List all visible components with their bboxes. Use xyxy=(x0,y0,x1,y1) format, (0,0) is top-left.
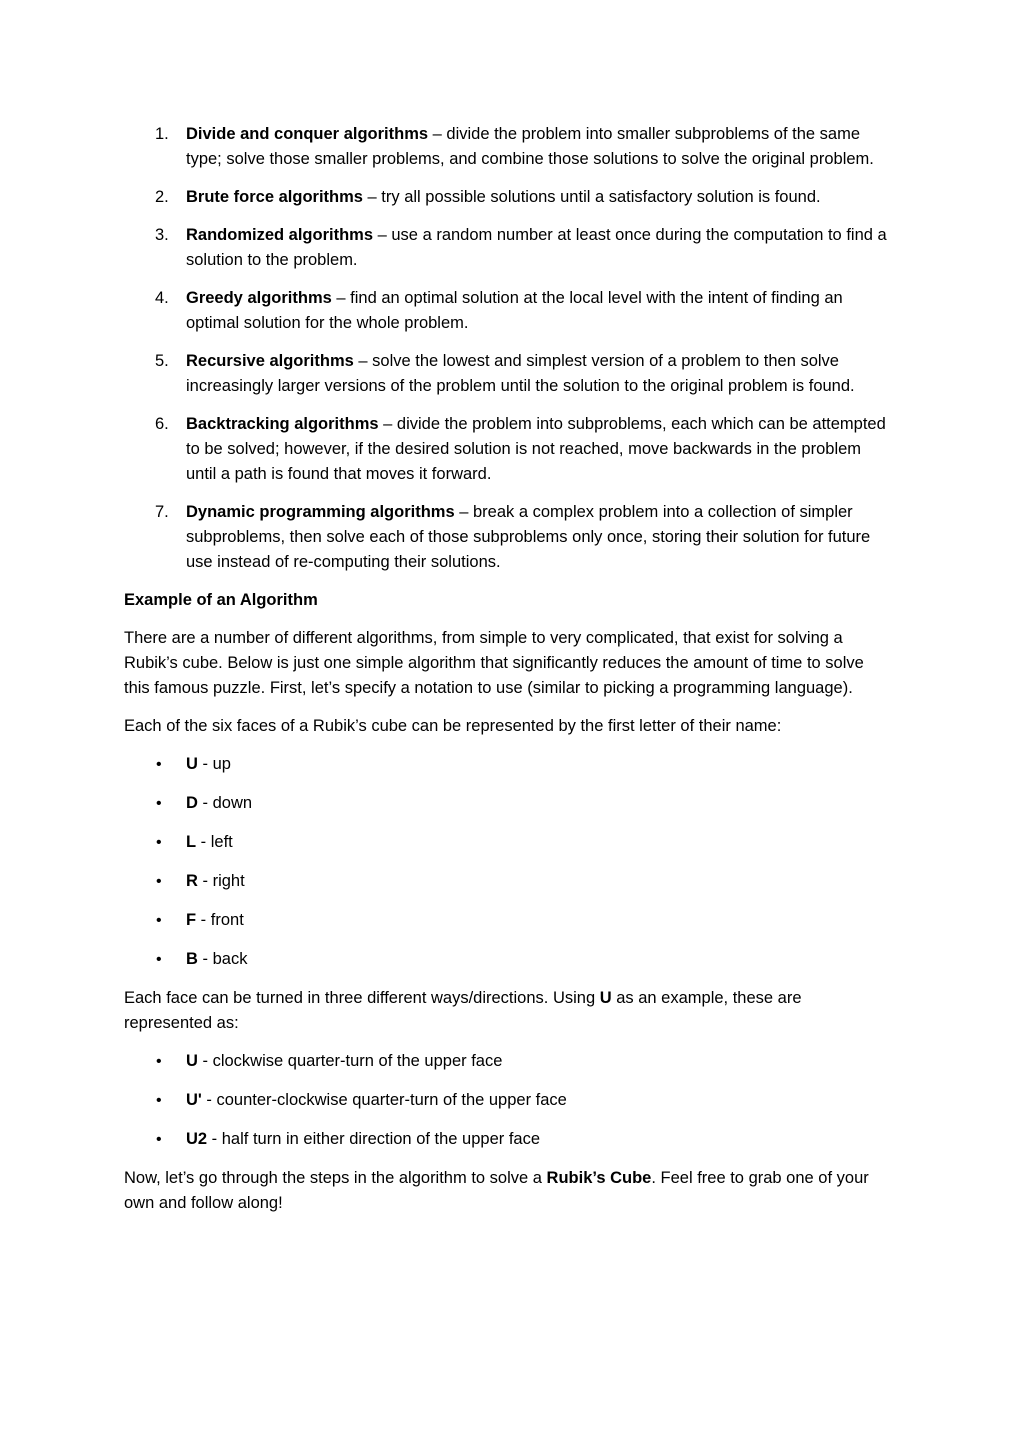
bullet-icon: • xyxy=(156,912,162,929)
closing-text-end: . Feel free to grab one of your own and follow along! xyxy=(124,1169,869,1212)
list-item xyxy=(124,947,894,972)
face-letter: R xyxy=(186,872,198,890)
face-letter: U xyxy=(186,755,198,773)
face-letter: D xyxy=(186,794,198,812)
turn-notation: U' xyxy=(186,1091,202,1109)
turn-description: - counter-clockwise quarter-turn of the upper face xyxy=(201,1091,567,1109)
list-number: 2. xyxy=(155,188,169,206)
intro-paragraph: There are a number of different algorithms, from simple to very complicated, that exist for solving a Rubik’s cube. Below is just one simple algorithm that significantly reduces the amount of time to solve this famous puzzle. First, let’s specify a notation to use (similar to picking a programming language). xyxy=(124,629,864,697)
turns-intro-text: Each face can be turned in three different ways/directions. Using xyxy=(124,989,600,1007)
list-item xyxy=(124,349,894,399)
list-item xyxy=(124,1088,894,1113)
list-item xyxy=(124,908,894,933)
list-item xyxy=(124,752,894,777)
turns-intro-bold: U xyxy=(599,989,612,1007)
list-number: 1. xyxy=(155,125,169,143)
document-page xyxy=(124,122,894,1229)
turns-intro-paragraph xyxy=(124,986,894,1036)
algorithm-term: Greedy algorithms xyxy=(186,289,332,307)
algorithm-description: – solve the lowest and simplest version of a problem to then solve increasingly larger versions of the problem until the solution to the original problem is found. xyxy=(186,352,855,395)
face-description: - front xyxy=(196,911,244,929)
bullet-icon: • xyxy=(156,756,162,773)
algorithm-types-list xyxy=(124,122,894,575)
face-description: - down xyxy=(197,794,253,812)
turn-description: - half turn in either direction of the upper face xyxy=(207,1130,541,1148)
list-item xyxy=(124,223,894,273)
section-heading: Example of an Algorithm xyxy=(124,591,318,609)
face-letter: F xyxy=(186,911,197,929)
bullet-icon: • xyxy=(156,1131,162,1148)
list-number: 7. xyxy=(155,503,169,521)
algorithm-description: – use a random number at least once during the computation to find a solution to the problem. xyxy=(186,226,887,269)
algorithm-description: – try all possible solutions until a satisfactory solution is found. xyxy=(362,188,821,206)
face-letter: L xyxy=(186,833,197,851)
turn-notation: U2 xyxy=(186,1130,208,1148)
algorithm-term: Randomized algorithms xyxy=(186,226,374,244)
closing-text: Now, let’s go through the steps in the algorithm to solve a xyxy=(124,1169,547,1187)
face-description: - up xyxy=(197,755,231,773)
list-number: 5. xyxy=(155,352,169,370)
closing-paragraph xyxy=(124,1166,894,1216)
list-number: 4. xyxy=(155,289,169,307)
turn-description: - clockwise quarter-turn of the upper face xyxy=(197,1052,503,1070)
list-item xyxy=(124,1049,894,1074)
bullet-icon: • xyxy=(156,951,162,968)
bullet-icon: • xyxy=(156,795,162,812)
algorithm-term: Backtracking algorithms xyxy=(186,415,379,433)
algorithm-term: Recursive algorithms xyxy=(186,352,354,370)
list-item xyxy=(124,830,894,855)
face-description: - right xyxy=(197,872,245,890)
list-item xyxy=(124,500,894,575)
bullet-icon: • xyxy=(156,1053,162,1070)
list-number: 6. xyxy=(155,415,169,433)
algorithm-description: – divide the problem into smaller subproblems of the same type; solve those smaller problems, and combine those solutions to solve the original problem. xyxy=(186,125,874,168)
faces-intro-paragraph: Each of the six faces of a Rubik’s cube can be represented by the first letter of their name: xyxy=(124,717,782,735)
list-item xyxy=(124,791,894,816)
list-item xyxy=(124,869,894,894)
closing-bold: Rubik’s Cube xyxy=(546,1169,652,1187)
faces-list xyxy=(124,752,894,972)
list-item xyxy=(124,1127,894,1152)
turns-intro-text-end: as an example, these are represented as: xyxy=(124,989,802,1032)
bullet-icon: • xyxy=(156,834,162,851)
list-item xyxy=(124,286,894,336)
bullet-icon: • xyxy=(156,873,162,890)
list-number: 3. xyxy=(155,226,169,244)
algorithm-term: Brute force algorithms xyxy=(186,188,363,206)
turns-list xyxy=(124,1049,894,1152)
face-description: - left xyxy=(196,833,233,851)
algorithm-description: – divide the problem into subproblems, each which can be attempted to be solved; however, if the desired solution is not reached, move backwards in the problem until a path is found that moves it forward. xyxy=(186,415,886,483)
list-item xyxy=(124,122,894,172)
list-item xyxy=(124,185,894,210)
algorithm-term: Divide and conquer algorithms xyxy=(186,125,429,143)
algorithm-description: – break a complex problem into a collection of simpler subproblems, then solve each of those subproblems only once, storing their solution for future use instead of re-computing their solutions. xyxy=(186,503,871,571)
list-item xyxy=(124,412,894,487)
algorithm-term: Dynamic programming algorithms xyxy=(186,503,455,521)
algorithm-description: – find an optimal solution at the local level with the intent of finding an optimal solution for the whole problem. xyxy=(186,289,843,332)
turn-notation: U xyxy=(186,1052,198,1070)
bullet-icon: • xyxy=(156,1092,162,1109)
face-description: - back xyxy=(197,950,248,968)
face-letter: B xyxy=(186,950,198,968)
